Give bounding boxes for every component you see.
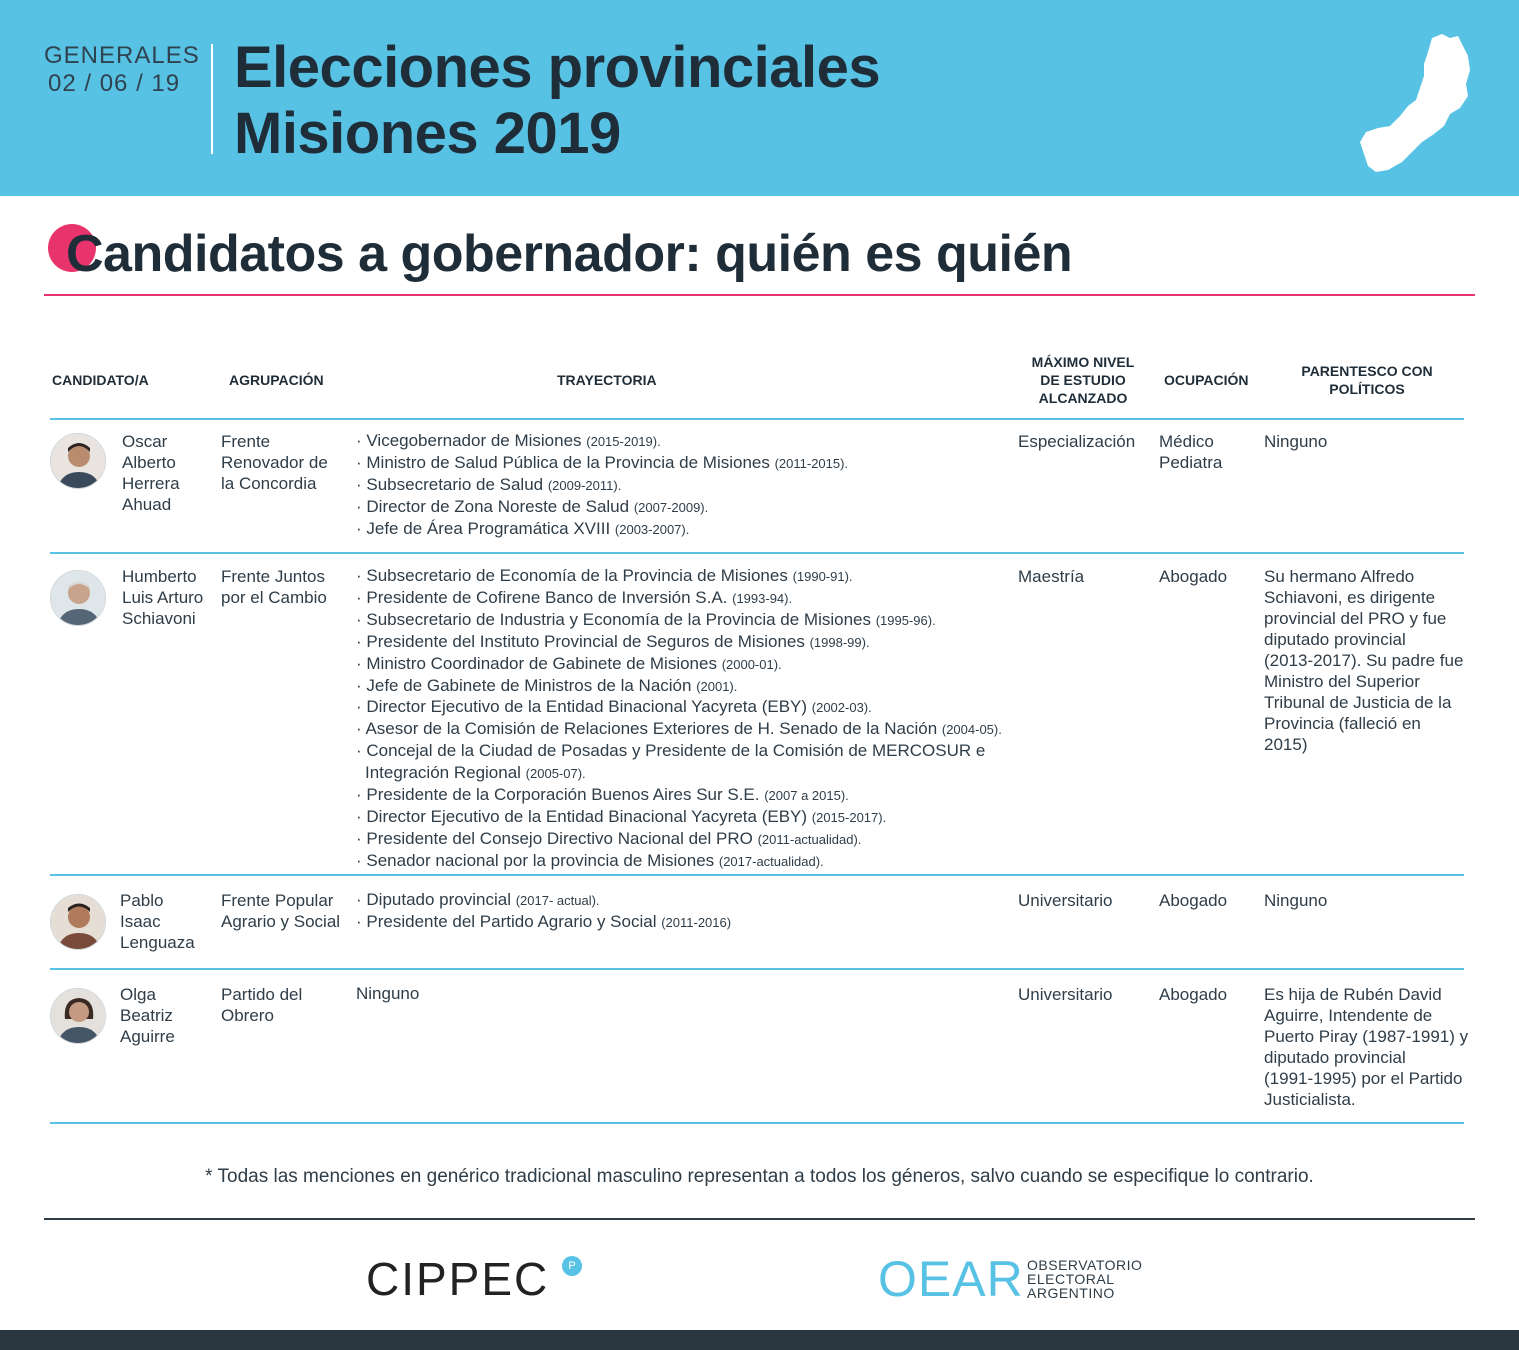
trajectory-years: (2007 a 2015). <box>764 788 849 804</box>
kinship-line: Puerto Piray (1987-1991) y <box>1264 1027 1469 1046</box>
kinship-line: Ministro del Superior <box>1264 672 1420 691</box>
col-header-education-line: ALCANZADO <box>1038 390 1128 406</box>
trajectory-text: · Presidente de la Corporación Buenos Aires Sur S.E. <box>356 785 765 805</box>
oear-logo: OEAR <box>878 1251 1024 1307</box>
candidate-kinship <box>1264 984 1468 1110</box>
party-line: por el Cambio <box>221 588 327 607</box>
page-title-line2: Misiones 2019 <box>234 101 621 166</box>
kinship-line: 2015) <box>1264 735 1308 754</box>
trajectory-years: (2015-2017). <box>811 809 887 825</box>
col-header-kinship-line: POLÍTICOS <box>1329 381 1405 397</box>
candidate-kinship <box>1264 431 1327 452</box>
trajectory-text: · Presidente del Consejo Directivo Nacional del PRO <box>356 828 758 848</box>
occupation-line: Pediatra <box>1159 453 1223 472</box>
trajectory-years: (2009-2011). <box>547 477 622 493</box>
trajectory-item <box>356 851 1016 873</box>
name-line: Aguirre <box>120 1027 175 1046</box>
col-header-candidate: CANDIDATO/A <box>52 372 149 388</box>
candidate-occupation <box>1159 566 1227 587</box>
trajectory-item <box>356 807 1016 829</box>
footnote: * Todas las menciones en genérico tradicional masculino representan a todos los géneros, salvo cuando se especifique lo contrario. <box>205 1166 1314 1187</box>
table-row-rule <box>50 552 1464 554</box>
col-header-kinship-line: PARENTESCO CON <box>1301 363 1433 379</box>
kinship-line: provincial del PRO y fue <box>1264 609 1447 628</box>
party-line: la Concordia <box>221 474 317 493</box>
trajectory-text: · Subsecretario de Economía de la Provincia de Misiones <box>356 566 793 585</box>
candidate-photo <box>50 988 106 1044</box>
candidate-occupation <box>1159 431 1222 473</box>
kinship-line: Provincia (falleció en <box>1264 714 1421 733</box>
candidate-occupation <box>1159 890 1227 911</box>
name-line: Luis Arturo <box>122 588 204 607</box>
candidate-party <box>221 984 302 1026</box>
candidate-kinship <box>1264 890 1327 911</box>
trajectory-text: · Director de Zona Noreste de Salud <box>356 496 634 516</box>
name-line: Humberto <box>122 567 197 586</box>
name-line: Olga <box>120 985 156 1004</box>
candidate-occupation <box>1159 984 1227 1005</box>
trajectory-item <box>356 912 1016 934</box>
trajectory-years: (1998-99). <box>809 634 870 650</box>
name-line: Herrera <box>122 474 180 493</box>
trajectory-years: (2001). <box>696 678 738 694</box>
party-line: Frente Popular <box>221 891 334 910</box>
candidate-trajectory <box>356 431 1016 541</box>
trajectory-text: · Jefe de Área Programática XVIII <box>356 518 615 538</box>
trajectory-years: (1993-94). <box>732 590 793 606</box>
trajectory-item <box>356 785 1016 807</box>
trajectory-item <box>356 632 1016 654</box>
party-line: Frente Juntos <box>221 567 325 586</box>
trajectory-years: (2011-2016) <box>661 914 732 930</box>
candidate-party <box>221 890 340 932</box>
candidate-name <box>122 431 180 515</box>
trajectory-years: (1995-96). <box>875 612 936 628</box>
party-line: Partido del <box>221 985 303 1004</box>
section-divider <box>44 294 1475 296</box>
party-line: Renovador de <box>221 453 328 472</box>
cippec-logo: CIPPEC <box>366 1253 550 1305</box>
trajectory-item <box>356 763 1016 785</box>
name-line: Isaac <box>120 912 161 931</box>
col-header-kinship <box>1290 362 1444 398</box>
trajectory-years: (2007-2009). <box>633 499 709 515</box>
kinship-line: (2013-2017). Su padre fue <box>1264 651 1464 670</box>
trajectory-text: · Jefe de Gabinete de Ministros de la Nación <box>356 675 697 695</box>
trajectory-item <box>356 566 1016 588</box>
candidate-education: Especialización <box>1018 432 1136 451</box>
candidate-trajectory <box>356 890 1016 934</box>
party-line: Obrero <box>221 1006 274 1025</box>
candidate-trajectory <box>356 984 1016 1006</box>
col-header-education-line: MÁXIMO NIVEL <box>1031 354 1135 370</box>
name-line: Ahuad <box>122 495 172 514</box>
kinship-line: diputado provincial <box>1264 630 1406 649</box>
kinship-line: Ninguno <box>1264 891 1328 910</box>
trajectory-item <box>356 984 1016 1006</box>
name-line: Lenguaza <box>120 933 195 952</box>
candidate-trajectory <box>356 566 1016 873</box>
footer-divider <box>44 1218 1475 1220</box>
trajectory-item <box>356 697 1016 719</box>
table-bottom-rule <box>50 1122 1464 1124</box>
trajectory-item <box>356 829 1016 851</box>
trajectory-item <box>356 588 1016 610</box>
party-line: Agrario y Social <box>221 912 341 931</box>
candidate-name <box>120 984 175 1047</box>
header-divider <box>211 44 213 154</box>
trajectory-text: · Vicegobernador de Misiones <box>356 431 587 450</box>
trajectory-item <box>356 890 1016 912</box>
name-line: Alberto <box>122 453 176 472</box>
oear-subtitle-line: ELECTORAL <box>1027 1271 1115 1287</box>
oear-subtitle-line: OBSERVATORIO <box>1027 1257 1143 1273</box>
trajectory-item <box>356 475 1016 497</box>
candidate-party <box>221 566 327 608</box>
candidate-name <box>120 890 195 953</box>
occupation-line: Abogado <box>1159 891 1228 910</box>
oear-logo-subtitle <box>1027 1258 1142 1300</box>
kinship-line: (1991-1995) por el Partido <box>1264 1069 1463 1088</box>
col-header-occupation: OCUPACIÓN <box>1164 372 1249 388</box>
candidate-party <box>221 431 328 494</box>
trajectory-years: (2011-actualidad). <box>757 831 862 847</box>
trajectory-text: · Director Ejecutivo de la Entidad Binacional Yacyreta (EBY) <box>356 697 812 717</box>
trajectory-item <box>356 741 1016 763</box>
col-header-party: AGRUPACIÓN <box>229 372 324 388</box>
name-line: Schiavoni <box>122 609 196 628</box>
trajectory-item <box>356 431 1016 453</box>
election-date: 02 / 06 / 19 <box>48 70 181 97</box>
oear-subtitle-line: ARGENTINO <box>1027 1285 1115 1301</box>
col-header-education <box>1018 353 1148 407</box>
col-header-education-line: DE ESTUDIO <box>1040 372 1126 388</box>
trajectory-years: (1990-91). <box>792 569 853 584</box>
candidate-photo <box>50 894 106 950</box>
trajectory-item <box>356 676 1016 698</box>
trajectory-text: · Presidente de Cofirene Banco de Inversión S.A. <box>356 587 733 607</box>
trajectory-text: · Ministro Coordinador de Gabinete de Misiones <box>356 653 722 673</box>
trajectory-text: · Asesor de la Comisión de Relaciones Exteriores de H. Senado de la Nación <box>356 719 942 739</box>
kinship-line: Schiavoni, es dirigente <box>1264 588 1436 607</box>
candidate-kinship <box>1264 566 1463 755</box>
kinship-line: Justicialista. <box>1264 1090 1356 1109</box>
candidate-education: Universitario <box>1018 985 1113 1004</box>
kinship-line: diputado provincial <box>1264 1048 1406 1067</box>
name-line: Beatriz <box>120 1006 173 1025</box>
trajectory-item <box>356 453 1016 475</box>
occupation-line: Abogado <box>1159 567 1228 586</box>
trajectory-text: Ninguno <box>356 984 420 1003</box>
candidate-name <box>122 566 203 629</box>
party-line: Frente <box>221 432 271 451</box>
trajectory-item <box>356 497 1016 519</box>
name-line: Oscar <box>122 432 168 451</box>
candidate-photo <box>50 570 106 626</box>
page-title-line1: Elecciones provinciales <box>234 35 881 100</box>
trajectory-item <box>356 519 1016 541</box>
bottom-bar <box>0 1330 1519 1350</box>
header-banner <box>0 0 1519 196</box>
name-line: Pablo <box>120 891 164 910</box>
trajectory-item <box>356 654 1016 676</box>
trajectory-text: · Director Ejecutivo de la Entidad Binacional Yacyreta (EBY) <box>356 806 812 826</box>
occupation-line: Médico <box>1159 432 1214 451</box>
trajectory-text: · Subsecretario de Salud <box>356 474 548 494</box>
table-row-rule <box>50 968 1464 970</box>
trajectory-text: · Presidente del Partido Agrario y Social <box>356 911 662 931</box>
kinship-line: Tribunal de Justicia de la <box>1264 693 1452 712</box>
trajectory-years: (2017- actual). <box>515 893 600 908</box>
misiones-map-icon <box>1358 30 1476 175</box>
table-row-rule <box>50 874 1464 876</box>
trajectory-text: · Diputado provincial <box>356 890 516 909</box>
trajectory-years: (2015-2019). <box>586 434 661 449</box>
table-header-rule <box>50 418 1464 420</box>
trajectory-text: Integración Regional <box>365 763 526 783</box>
trajectory-text: · Ministro de Salud Pública de la Provincia de Misiones <box>356 452 775 472</box>
trajectory-years: (2005-07). <box>525 766 586 782</box>
trajectory-years: (2011-2015). <box>774 455 849 471</box>
election-type: GENERALES <box>44 42 200 69</box>
trajectory-text: · Senador nacional por la provincia de Misiones <box>356 850 719 870</box>
candidate-education: Maestría <box>1018 567 1085 586</box>
kinship-line: Es hija de Rubén David <box>1264 985 1442 1004</box>
trajectory-text: · Subsecretario de Industria y Economía de la Provincia de Misiones <box>356 609 876 629</box>
cippec-badge-icon: P <box>562 1256 582 1276</box>
trajectory-years: (2017-actualidad). <box>718 853 824 869</box>
kinship-line: Su hermano Alfredo <box>1264 567 1415 586</box>
trajectory-text: · Presidente del Instituto Provincial de Seguros de Misiones <box>356 631 810 651</box>
trajectory-years: (2002-03). <box>811 700 872 716</box>
kinship-line: Aguirre, Intendente de <box>1264 1006 1433 1025</box>
occupation-line: Abogado <box>1159 985 1228 1004</box>
trajectory-years: (2004-05). <box>941 722 1002 738</box>
candidate-education: Universitario <box>1018 891 1113 910</box>
trajectory-years: (2003-2007). <box>614 521 690 537</box>
candidate-photo <box>50 433 106 489</box>
section-title: Candidatos a gobernador: quién es quién <box>66 225 1073 283</box>
col-header-trajectory: TRAYECTORIA <box>557 372 657 388</box>
kinship-line: Ninguno <box>1264 432 1328 451</box>
trajectory-years: (2000-01). <box>721 656 782 672</box>
trajectory-text: · Concejal de la Ciudad de Posadas y Presidente de la Comisión de MERCOSUR e <box>356 741 986 761</box>
trajectory-item <box>356 719 1016 741</box>
trajectory-item <box>356 610 1016 632</box>
